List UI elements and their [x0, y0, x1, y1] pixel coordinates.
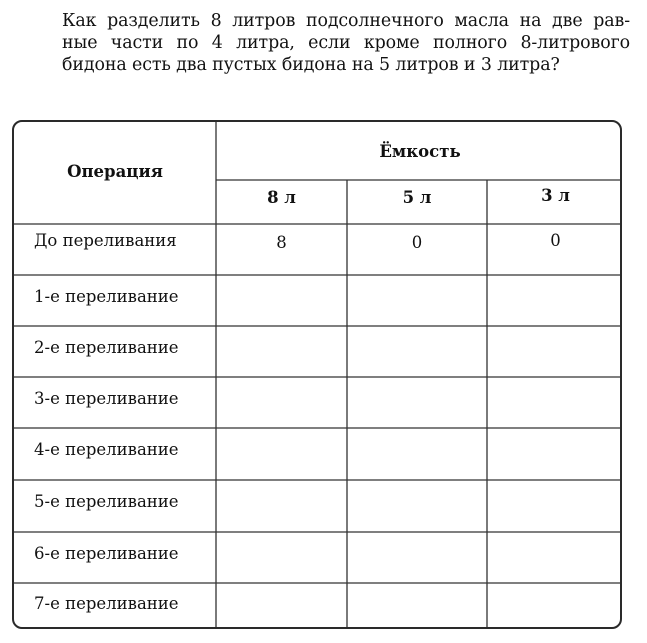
- row-label: 7-е переливание: [34, 594, 179, 613]
- row-label: 3-е переливание: [34, 389, 179, 408]
- value-3l: 0: [550, 231, 561, 250]
- capacity-header: Ёмкость: [379, 142, 461, 161]
- operation-header: Операция: [67, 162, 163, 181]
- value-5l: 0: [411, 233, 423, 252]
- problem-statement: [62, 10, 630, 76]
- problem-line: Как разделить 8 литров подсолнечного масла на две рав-: [62, 11, 630, 31]
- column-header-3l: 3 л: [541, 186, 570, 205]
- row-label: 1-е переливание: [34, 287, 179, 306]
- row-label: 4-е переливание: [34, 440, 179, 459]
- row-label: До переливания: [34, 231, 177, 250]
- problem-line: бидона есть два пустых бидона на 5 литров и 3 литра?: [62, 55, 560, 75]
- column-header-5l: 5 л: [402, 188, 432, 207]
- row-label: 5-е переливание: [34, 492, 179, 511]
- row-label: 2-е переливание: [34, 338, 179, 357]
- column-header-8l: 8 л: [267, 188, 296, 207]
- pouring-table: [12, 120, 622, 629]
- row-label: 6-е переливание: [34, 544, 179, 563]
- value-8l: 8: [276, 233, 287, 252]
- problem-line: ные части по 4 литра, если кроме полного 8-литрового: [62, 33, 630, 53]
